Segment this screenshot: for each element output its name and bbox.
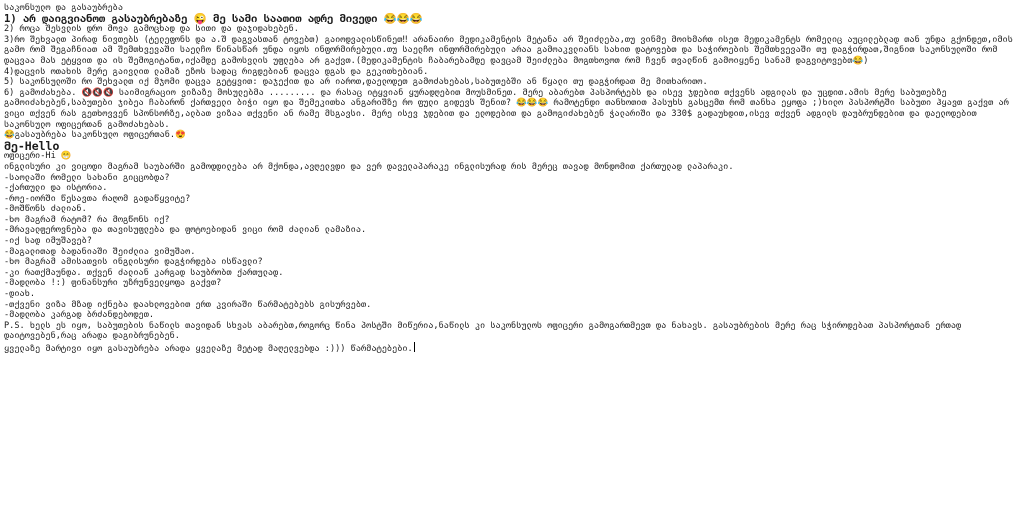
dialogue-line: -როე-იორში წესავთა რაღომ გადაწყვიტე? xyxy=(4,193,191,204)
dialogue-line: -მოშწონს ძალიან. xyxy=(4,204,87,215)
dialogue-intro: ინგლისური კი ვიცოდი მაგრამ საუბარში გამოდდილება არ მქონდა,ავღელვდი და ვერ დაველაპარაკე ინგლისურად რის მერეც თავად მონდომით ქართულად ლაპარაკი. xyxy=(4,161,734,172)
document-title: საკონსულო და გასაუბრება xyxy=(4,3,123,13)
dialogue-line: -საოლაში რომელი სახანი გიცცობდა? xyxy=(4,172,170,183)
text-document[interactable] xyxy=(4,3,1018,355)
dialogue-line: -მადლობა კარგად ბრძანდებოდეთ. xyxy=(4,310,155,321)
paragraph-5: 5) საკონსულოში რო შეხვალთ იქ მჯომი დაცვა გეტყვით: დაჯექით და არ იაროთ,დაელოდეთ გამოძახებას,საბუთებში ან წყალი თუ დაგჭირდათ მე მითხარითო. xyxy=(4,77,708,88)
paragraph-4: 4)დაცვის ოთახის მერე გაივლით ლამაზ ეზოს სადაც რიგდებიან დაცვა დგას და გეკითხებიან. xyxy=(4,66,429,77)
dialogue-hi: ოფიცერი-Hi 😁 xyxy=(4,151,72,162)
dialogue-line: -მრავალფეროვნება და თავისუფლება და ფოტოებიდან ვიცი რომ ძალიან ლამაზია. xyxy=(4,225,367,236)
dialogue-line: -ხო მაგრამ ამისათვის ინგლისური დაგჭირდება ისწავლი? xyxy=(4,257,263,268)
paragraph-1: 1) არ დაიგვიანოთ გასაუბრებაზე 😜 მე სამი საათით ადრე მივედი 😂😂😂 xyxy=(4,12,423,25)
dialogue-line: -ქართული და ისტორია. xyxy=(4,183,108,194)
dialogue-line: -იქ სად იმუშავებ? xyxy=(4,236,92,247)
dialogue-line: -ხო მაგრამ რატომ? რა მოგწონს იქ? xyxy=(4,214,170,225)
dialogue-line: -მადლობა !:) ფინანსური უზრუნველყოფა გაქვთ? xyxy=(4,278,222,289)
text-cursor xyxy=(414,342,415,352)
dialogue-line: -მაგალითად ბადანიაში შეიძლია ვიმუშაო. xyxy=(4,246,196,257)
ps-paragraph: P.S. ხელს ეს იყო, საბუთების ნაწილს თავიდან სხვას აბარებთ,როგორც წინა პოსტში მიწერია,ნაწილს კი საკონსულოს ოფიცერი გამოგართმევთ და ნახავს. გასაუბრების მერე რაც სჭიროდებათ პასპორტთან ერთად დაიტოვებენ,რაც არადა დაგიბრუნებენ. xyxy=(4,320,962,342)
paragraph-2: 2) როცა შესვლის დრო მოვა გამოცხად და სითი და დაჯიდახებენ. xyxy=(4,24,299,35)
paragraph-6: 6) გამოძახება. 🔇🔇🔇 საიმიგრაციო ვიზაზე მოსულებმა ......... და რასაც იტყვიან ყურადღებით მოუსმინეთ. მერე აბარებთ პასპორტებს და ისევ ჯდებით თქვენს ადგილას და უცდით.ამის მერე საბუთებზე გამოიძახებენ,საბუთები ჯიბეა ჩაბარონ ქართველი ბიჭი იყო და შემეკითხა ანგარიშზე რო ფული გიდევს შენით? 😂😂😂 რამოტენდი თანხოთით პასუხს გასცემთ რომ თანხა ეყოფა ;)ხილო პასპორტში საბუთი ჰყავთ გაქვთ არ ვიცი თქვენ რას გეთხოვვენ სპონსორზე,ალბათ ვიზაა თქვენი ან რამე მსგავსი. მერე ისევ ჯდებით და ელოდებით და გამოგიძახებენ ჭალარიში და 330$ გადაუხდით,ისევ თქვენ ადგილს დაუბრუნდებით და დაელოდებით საკონსულო ოფიცერთან გამოძახებას. xyxy=(4,87,1009,130)
closing-line xyxy=(4,342,1018,355)
dialogue-line: -თქვენი ვიზა მზად იქნება დაახლოვებით ერთ კვირაში წარმატებებს გისურვებთ. xyxy=(4,299,372,310)
dialogue-line: -კი რათქმაუნდა. თქვენ ძალიან კარგად საუბრობთ ქართულად. xyxy=(4,267,284,278)
paragraph-3: 3)რო შეხვალთ პირად ნივთებს (ტელეფონს და ა.შ დაგვასთან ტოვებთ) გაიოდვალისწინეთ‼ არანაირი მედიკამენტის მეტანა არ შეიძლება,თუ ვინმე მოიხმართ ისეთ მედიკამენტს რომელიც აუცილებლად თან უნდა გქონდეთ,იმის გამო რომ შეგაჩნიათ ამ შემთხვევაში საელჩო წინასწარ უნდა იყოს ინფორმირებული.თუ საელჩო ინფორმირებული არაა გამოაკვლიანს სახით დატოვებთ და საჭიროების შემთხვევაში თუ დაგჭირდათ,შიგნით საკონსულოში რომ დაცვაა მას ეტყვით და ის შემოგიტანთ,იქამდე გამოსვლის უფლება არ გაქვთ.(მედიკამენტის ჩაბარებამდე დავცამ შეიძლება მოგთხოვოთ რომ ჩვენ თვალწინ გამოიყენე სანამ დაგვიტოვებთ😂) xyxy=(4,34,1013,66)
dialogue-hello: მე-Hello xyxy=(4,138,60,153)
closing-line-text: ყველაზე მარტივი იყო გასაუბრება არადა ყველაზე მეტად მაღელვებდა :))) წარმატებები. xyxy=(4,344,413,354)
dialogue-line: -დიახ. xyxy=(4,289,36,300)
interview-heading: 😂გასაუბრება საკონსულო ოფიცერთან.😍 xyxy=(4,130,186,141)
